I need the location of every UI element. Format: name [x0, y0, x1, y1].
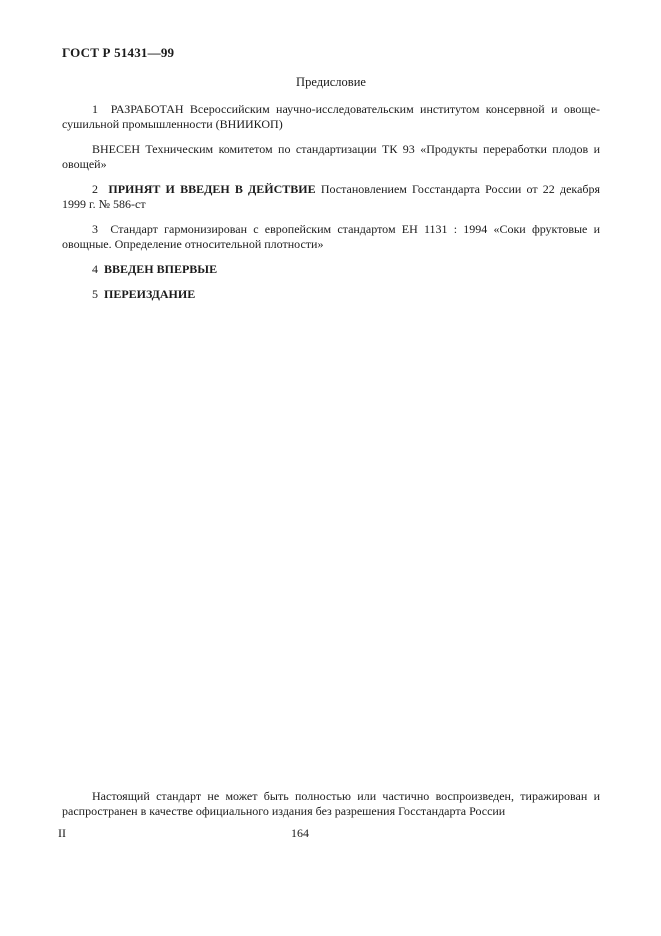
item-text: ВНЕСЕН Техническим комитетом по стандартизации ТК 93 «Продукты переработки плодов и овощей»	[62, 142, 600, 171]
item-keyword: ПЕРЕИЗДАНИЕ	[104, 287, 196, 301]
item-text: Постановлением Госстандарта России от 22 декабря 1999 г. № 586-ст	[62, 182, 601, 211]
page-number: 164	[291, 826, 309, 840]
page-number-roman: II	[58, 826, 66, 840]
preface-item-2	[62, 182, 600, 212]
page-footer	[0, 826, 600, 841]
item-text: Стандарт гармонизирован с европейским стандартом ЕН 1131 : 1994 «Соки фруктовые и овощные. Определение относительной плотности»	[62, 222, 601, 251]
copyright-notice: Настоящий стандарт не может быть полностью или частично воспроизведен, тиражирован и распространен в качестве официального издания без разрешения Госстандарта России	[62, 789, 600, 818]
preface-body	[62, 102, 600, 302]
preface-item-3	[62, 222, 600, 252]
page-title: Предисловие	[296, 75, 366, 89]
item-number: 4	[92, 262, 98, 276]
preface-item-1	[62, 102, 600, 132]
item-keyword: ВВЕДЕН ВПЕРВЫЕ	[104, 262, 218, 276]
preface-item-5	[62, 287, 600, 302]
item-number: 1	[92, 102, 98, 116]
document-code: ГОСТ Р 51431—99	[62, 45, 175, 60]
item-number: 5	[92, 287, 98, 301]
item-number: 2	[92, 182, 98, 196]
item-text: РАЗРАБОТАН Всероссийским научно-исследовательским институтом консервной и овощесушильной промышленности (ВНИИКОП)	[62, 102, 600, 131]
preface-item-submitted	[62, 142, 600, 172]
preface-item-4	[62, 262, 600, 277]
item-keyword: ПРИНЯТ И ВВЕДЕН В ДЕЙСТВИЕ	[108, 182, 316, 196]
item-number: 3	[92, 222, 98, 236]
